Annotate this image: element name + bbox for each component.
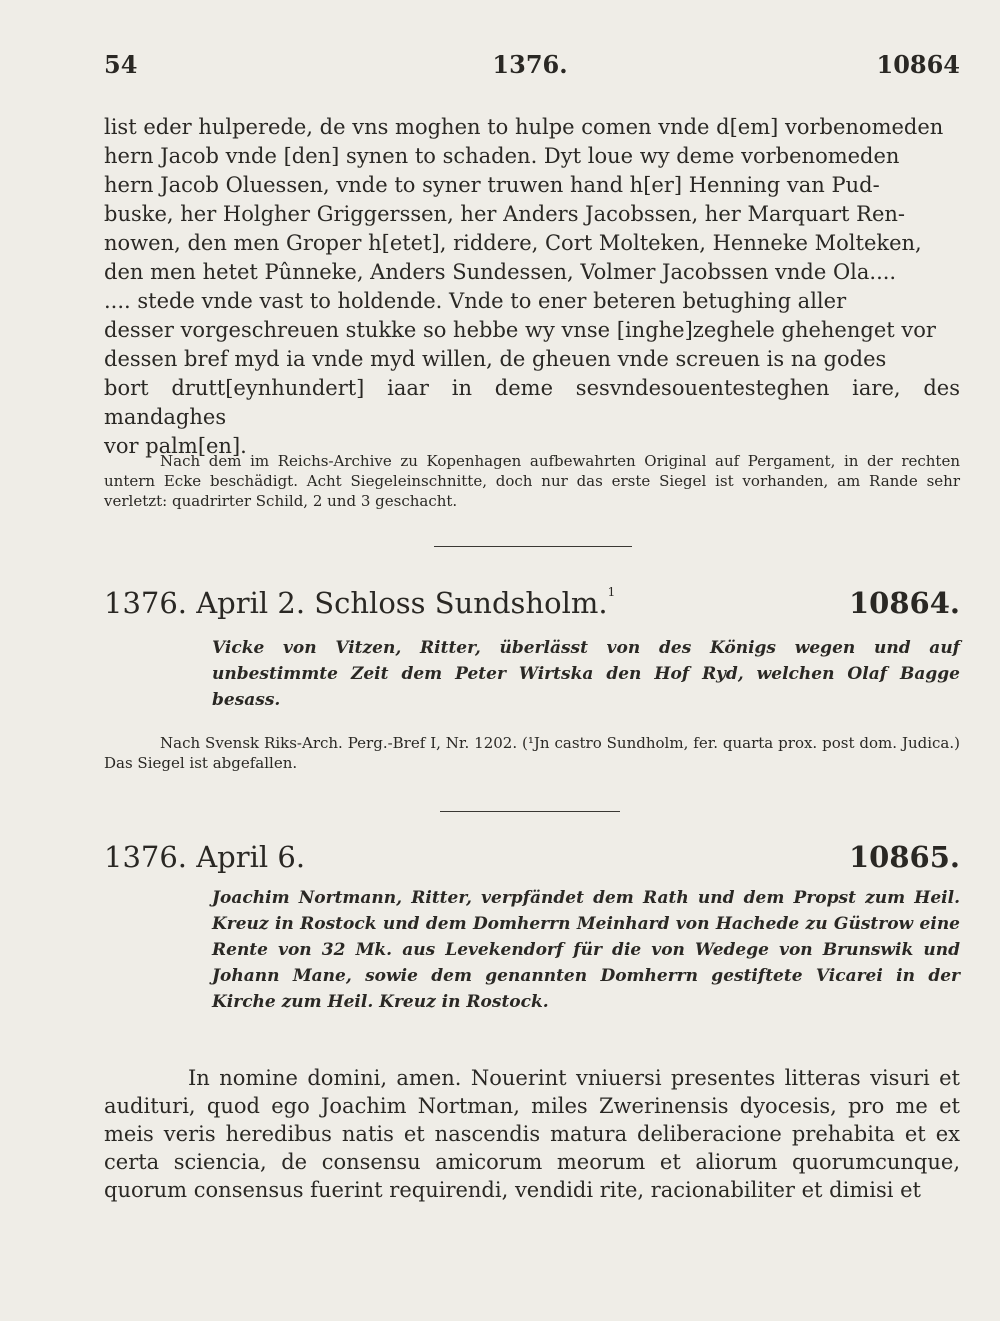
footnote-mark: 1 <box>607 585 616 599</box>
source-note-10864 <box>104 733 960 773</box>
source-note-text: Nach dem im Reichs-Archive zu Kopenhagen aufbewahrten Original auf Pergament, in der rechten untern Ecke beschädigt. Acht Siegeleinschnitte, doch nur das erste Siegel ist vorhanden, am Rande sehr verletzt: quadrirter Schild, 2 und 3 geschacht. <box>104 452 960 510</box>
entry-summary-10865: Joachim Nortmann, Ritter, verpfändet dem Rath und dem Propst zum Heil. Kreuz in Rostock und dem Domherrn Meinhard von Hachede zu Güstrow eine Rente von 32 Mk. aus Levekendorf für die von Wedege von Brunswik und Johann Mane, sowie dem genannten Domherrn gestiftete Vicarei in der Kirche zum Heil. Kreuz in Rostock. <box>212 888 960 1012</box>
section-divider <box>440 811 620 812</box>
source-note <box>104 451 960 511</box>
text-line: list eder hulperede, de vns moghen to hulpe comen vnde d[em] vorbenomeden <box>104 115 944 139</box>
charter-paragraph: In nomine domini, amen. Nouerint vniuersi presentes litteras visuri et audituri, quod ego Joachim Nortman, miles Zwerinensis dyocesis, pro me et meis veris heredibus natis et nascendis matura deliberacione prehabita et ex certa sciencia, de consensu amicorum meorum et aliorum quorumcunque, quorum consensus fuerint requirendi, vendidi rite, racionabiliter et dimisi et <box>104 1066 960 1202</box>
text-line: vor palm[en]. <box>104 434 247 458</box>
entry-date: 1376. April 6. <box>104 840 306 874</box>
continued-charter-text <box>104 113 960 461</box>
entry-number: 10864. <box>849 586 960 620</box>
text-line: hern Jacob Oluessen, vnde to syner truwen hand h[er] Henning van Pud- <box>104 173 880 197</box>
page-number: 54 <box>104 50 138 79</box>
text-line: hern Jacob vnde [den] synen to schaden. Dyt loue wy deme vorbenomeden <box>104 144 900 168</box>
charter-text-10865 <box>104 1064 960 1204</box>
running-year: 1376. <box>492 50 568 79</box>
section-divider <box>434 546 632 547</box>
entry-heading-10864 <box>104 585 960 621</box>
running-document-number: 10864 <box>876 50 960 79</box>
entry-summary-10864: Vicke von Vitzen, Ritter, überlässt von des Königs wegen und auf unbestimmte Zeit dem Peter Wirtska den Hof Ryd, welchen Olaf Bagge besass. <box>212 638 960 710</box>
entry-heading-10865 <box>104 839 960 875</box>
text-line: nowen, den men Groper h[etet], riddere, Cort Molteken, Henneke Molteken, <box>104 231 922 255</box>
entry-number: 10865. <box>849 840 960 874</box>
text-line: desser vorgeschreuen stukke so hebbe wy vnse [inghe]zeghele ghehenget vor <box>104 318 936 342</box>
source-note-text: Nach Svensk Riks-Arch. Perg.-Bref I, Nr. 1202. (¹Jn castro Sundholm, fer. quarta prox. post dom. Judica.) Das Siegel ist abgefallen. <box>104 734 960 772</box>
entry-date-place: 1376. April 2. Schloss Sundsholm.$^1$ <box>104 585 616 620</box>
text-line: .... stede vnde vast to holdende. Vnde to ener beteren betughing aller <box>104 289 847 313</box>
text-line: buske, her Holgher Griggerssen, her Anders Jacobssen, her Marquart Ren- <box>104 202 906 226</box>
text-line: den men hetet Pûnneke, Anders Sundessen, Volmer Jacobssen vnde Ola.... <box>104 260 897 284</box>
running-head <box>100 50 960 86</box>
text-line: dessen bref myd ia vnde myd willen, de gheuen vnde screuen is na godes <box>104 347 887 371</box>
text-line: bort drutt[eynhundert] iaar in deme sesvndesouentesteghen iare, des mandaghes <box>104 376 960 429</box>
